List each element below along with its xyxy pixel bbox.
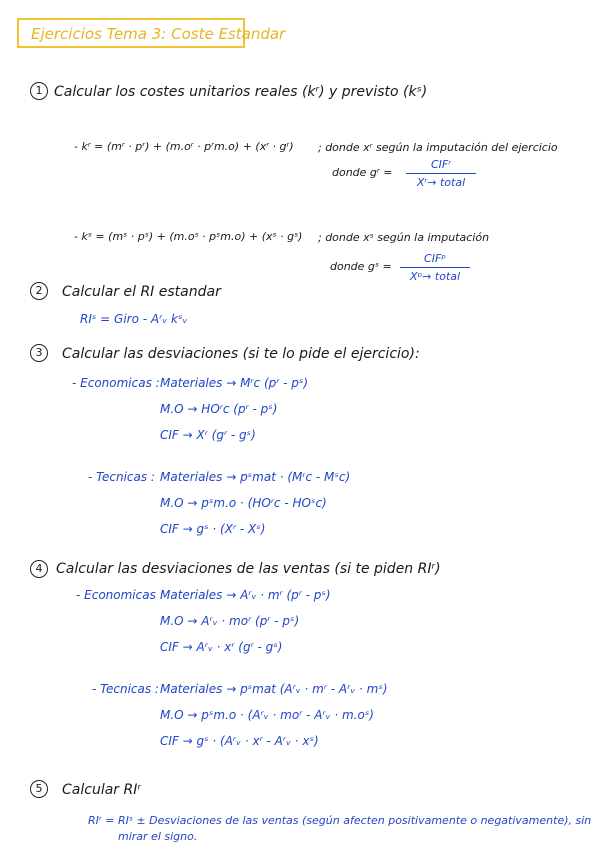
section-number-4: 4 bbox=[30, 560, 48, 578]
formula-ris: RIˢ = Giro - Aʳᵥ kˢᵥ bbox=[80, 312, 188, 326]
section-4-tecnicas-label: - Tecnicas : bbox=[92, 682, 159, 696]
fraction-line bbox=[400, 267, 470, 268]
section-4-heading: Calcular las desviaciones de las ventas (si te piden RIʳ) bbox=[56, 561, 441, 577]
fraction-gs-denominator: Xᵖ→ total bbox=[409, 270, 461, 283]
formula-rir-line-2: mirar el signo. bbox=[118, 830, 198, 843]
section-4-economicas-materiales: Materiales → Aʳᵥ · mʳ (pʳ - pˢ) bbox=[160, 588, 331, 602]
fraction-gs-numerator: CIFᵖ bbox=[424, 252, 446, 265]
section-4-economicas-mo: M.O → Aʳᵥ · moʳ (pʳ - pˢ) bbox=[160, 614, 300, 628]
section-number-1: 1 bbox=[30, 82, 48, 100]
formula-ks: - kˢ = (mˢ · pˢ) + (m.oˢ · pˢm.o) + (xˢ · gˢ) bbox=[74, 230, 303, 243]
note-ks: ; donde xˢ según la imputación bbox=[318, 231, 490, 244]
page-title: Ejercicios Tema 3: Coste Estandar bbox=[31, 25, 286, 43]
fraction-line bbox=[406, 173, 476, 174]
section-4-economicas-label: - Economicas : bbox=[76, 588, 164, 602]
section-number-2: 2 bbox=[30, 282, 48, 300]
section-number-5: 5 bbox=[30, 780, 48, 798]
section-1-heading: Calcular los costes unitarios reales (kʳ) y previsto (kˢ) bbox=[54, 84, 428, 100]
note-kr: ; donde xʳ según la imputación del ejercicio bbox=[318, 141, 558, 154]
fraction-gs bbox=[400, 252, 470, 283]
fraction-gr-numerator: CIFʳ bbox=[430, 158, 452, 171]
fraction-gr bbox=[406, 158, 476, 189]
section-3-economicas-materiales: Materiales → Mʳc (pʳ - pˢ) bbox=[160, 376, 309, 390]
section-2-heading: Calcular el RI estandar bbox=[62, 284, 221, 300]
section-3-tecnicas-cif: CIF → gˢ · (Xʳ - Xˢ) bbox=[160, 522, 266, 536]
section-5-heading: Calcular RIʳ bbox=[62, 782, 141, 798]
section-3-economicas-label: - Economicas : bbox=[72, 376, 160, 390]
section-3-tecnicas-mo: M.O → pˢm.o · (HOʳc - HOˢc) bbox=[160, 496, 327, 510]
section-3-tecnicas-label: - Tecnicas : bbox=[88, 470, 155, 484]
section-4-tecnicas-mo: M.O → pˢm.o · (Aʳᵥ · moʳ - Aʳᵥ · m.oˢ) bbox=[160, 708, 374, 722]
title-box bbox=[17, 18, 286, 48]
section-3-tecnicas-materiales: Materiales → pˢmat · (Mʳc - Mˢc) bbox=[160, 470, 351, 484]
section-3-economicas-cif: CIF → Xʳ (gʳ - gˢ) bbox=[160, 428, 256, 442]
formula-rir-line-1: RIʳ = RIˢ ± Desviaciones de las ventas (según afecten positivamente o negativamente), sin bbox=[88, 814, 592, 827]
section-3-heading: Calcular las desviaciones (si te lo pide el ejercicio): bbox=[62, 346, 420, 362]
section-3-economicas-mo: M.O → HOʳc (pʳ - pˢ) bbox=[160, 402, 278, 416]
section-4-economicas-cif: CIF → Aʳᵥ · xʳ (gʳ - gˢ) bbox=[160, 640, 283, 654]
fraction-gr-denominator: Xʳ→ total bbox=[416, 176, 466, 189]
section-4-tecnicas-cif: CIF → gˢ · (Aʳᵥ · xʳ - Aʳᵥ · xˢ) bbox=[160, 734, 319, 748]
section-number-3: 3 bbox=[30, 344, 48, 362]
section-4-tecnicas-materiales: Materiales → pˢmat (Aʳᵥ · mʳ - Aʳᵥ · mˢ) bbox=[160, 682, 388, 696]
formula-kr: - kʳ = (mʳ · pʳ) + (m.oʳ · pʳm.o) + (xʳ · gʳ) bbox=[74, 140, 294, 153]
fraction-gs-lhs: donde gˢ = bbox=[330, 260, 392, 273]
fraction-gr-lhs: donde gʳ = bbox=[332, 166, 393, 179]
